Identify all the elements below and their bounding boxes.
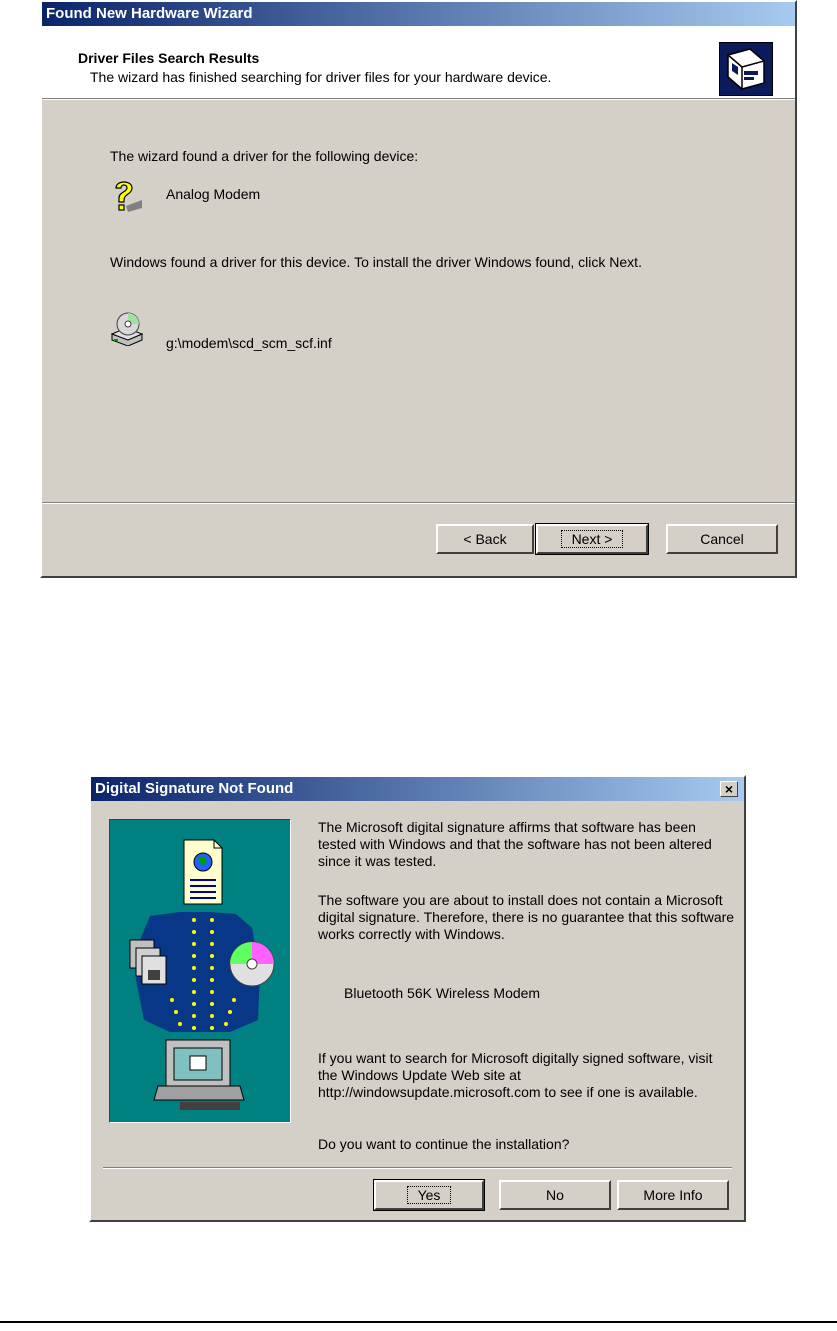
header-subtitle: The wizard has finished searching for driver files for your hardware device. bbox=[90, 69, 552, 85]
device-name: Analog Modem bbox=[166, 186, 261, 202]
wizard-title-bar[interactable] bbox=[42, 2, 795, 26]
question-device-icon bbox=[108, 178, 144, 214]
signature-illustration bbox=[109, 819, 291, 1123]
footer-divider-light bbox=[42, 503, 795, 504]
yes-button-label: Yes bbox=[407, 1186, 452, 1204]
cancel-button-label: Cancel bbox=[700, 531, 744, 547]
no-button[interactable] bbox=[499, 1180, 611, 1210]
signature-device-name: Bluetooth 56K Wireless Modem bbox=[344, 985, 541, 1001]
found-text: The wizard found a driver for the following device: bbox=[110, 148, 419, 164]
continue-question: Do you want to continue the installation? bbox=[318, 1136, 570, 1152]
wizard-header bbox=[42, 26, 795, 98]
close-button[interactable] bbox=[720, 781, 738, 797]
signature-title-bar[interactable] bbox=[91, 777, 744, 801]
signature-title: Digital Signature Not Found bbox=[95, 780, 294, 797]
hardware-icon bbox=[719, 42, 773, 96]
no-button-label: No bbox=[546, 1187, 564, 1203]
back-button-label: < Back bbox=[463, 531, 507, 547]
next-button[interactable] bbox=[536, 524, 648, 554]
wizard-title: Found New Hardware Wizard bbox=[46, 5, 253, 22]
more-info-button[interactable] bbox=[617, 1180, 729, 1210]
signature-para-1: The Microsoft digital signature affirms that software has been tested with Windows and that the software has not been altered since it was tested. bbox=[318, 819, 712, 869]
close-icon: × bbox=[724, 781, 734, 797]
hardware-wizard-window bbox=[40, 0, 797, 578]
cancel-button[interactable] bbox=[666, 524, 778, 554]
page-bottom-rule bbox=[0, 1321, 837, 1323]
back-button[interactable] bbox=[436, 524, 534, 554]
signature-para-3: If you want to search for Microsoft digitally signed software, visit the Windows Update Web site at http://windowsupdate.microsoft.com to see if one is available. bbox=[318, 1050, 713, 1100]
cd-drive-icon bbox=[108, 310, 144, 346]
driver-path: g:\modem\scd_scm_scf.inf bbox=[166, 335, 332, 351]
header-title: Driver Files Search Results bbox=[78, 50, 260, 66]
signature-dialog-window bbox=[89, 775, 746, 1222]
signature-para-2: The software you are about to install does not contain a Microsoft digital signature. Therefore, there is no guarantee that this software works correctly with Windows. bbox=[318, 892, 735, 942]
yes-button[interactable] bbox=[374, 1180, 484, 1210]
more-info-button-label: More Info bbox=[643, 1187, 703, 1203]
install-text: Windows found a driver for this device. To install the driver Windows found, click Next. bbox=[110, 254, 642, 270]
header-divider-light bbox=[42, 99, 795, 100]
next-button-label: Next > bbox=[561, 530, 624, 548]
dialog-footer-divider-light bbox=[103, 1168, 732, 1169]
